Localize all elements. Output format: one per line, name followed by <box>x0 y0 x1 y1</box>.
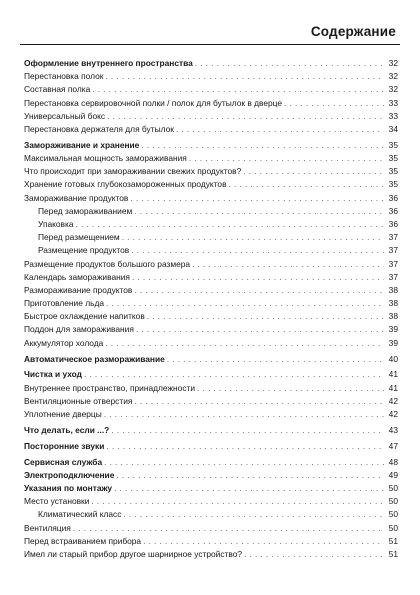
dot-leader <box>106 297 384 310</box>
toc-entry-page: 39 <box>388 324 398 335</box>
toc-entry-page: 38 <box>388 284 398 295</box>
dot-leader <box>131 244 384 257</box>
dot-leader <box>123 508 384 521</box>
toc-entry[interactable] <box>24 310 398 323</box>
toc-entry-title: Перед размещением <box>38 232 120 243</box>
toc-entry-page: 50 <box>388 522 398 533</box>
toc-entry-page: 50 <box>388 496 398 507</box>
dot-leader <box>192 258 384 271</box>
dot-leader <box>244 548 384 561</box>
dot-leader <box>147 310 384 323</box>
dot-leader <box>195 57 384 70</box>
dot-leader <box>84 368 384 381</box>
toc-entry-title: Максимальная мощность замораживания <box>24 153 187 163</box>
toc-entry[interactable] <box>24 508 398 521</box>
toc-entry-title: Составная полка <box>24 84 91 95</box>
dot-leader <box>134 395 384 408</box>
toc-entry-page: 39 <box>388 337 398 348</box>
toc-entry-page: 51 <box>388 535 398 546</box>
toc-entry[interactable] <box>24 231 398 244</box>
toc-entry-page: 51 <box>388 548 398 559</box>
toc-entry[interactable] <box>24 522 398 535</box>
toc-entry[interactable] <box>24 165 398 178</box>
toc-entry-title: Хранение готовых глубокозамороженных продуктов <box>24 179 227 190</box>
toc-entry-title: Размещение продуктов <box>38 245 130 256</box>
dot-leader <box>243 165 384 178</box>
toc-entry-page: 50 <box>388 482 398 493</box>
header-rule <box>20 44 400 45</box>
toc-entry-title: Размораживание продуктов <box>24 284 133 295</box>
dot-leader <box>189 152 384 165</box>
toc-entry-title: Климатический класс <box>38 509 122 520</box>
toc-entry-title: Перед замораживанием <box>38 205 133 216</box>
page-title: Содержание <box>310 24 396 39</box>
toc-entry[interactable] <box>24 83 398 96</box>
toc-entry-page: 43 <box>388 424 398 435</box>
toc-entry[interactable] <box>24 258 398 271</box>
toc-entry-title: Чистка и уход <box>24 369 82 380</box>
toc-entry[interactable] <box>24 495 398 508</box>
toc-entry-page: 50 <box>388 509 398 520</box>
toc-entry[interactable] <box>24 440 398 453</box>
toc-entry[interactable] <box>24 408 398 421</box>
toc-entry-title: Внутреннее пространство, принадлежности <box>24 382 196 393</box>
toc-entry-page: 40 <box>388 353 398 364</box>
toc-entry-title: Аккумулятор холода <box>24 337 104 348</box>
toc-entry[interactable] <box>24 218 398 231</box>
toc-entry-page: 37 <box>388 232 398 243</box>
toc-entry-page: 34 <box>388 123 398 134</box>
toc-entry-title: Быстрое охлаждение напитков <box>24 311 145 322</box>
toc-entry-title: Что делать, если ...? <box>24 424 110 435</box>
toc-entry[interactable] <box>24 395 398 408</box>
dot-leader <box>73 522 384 535</box>
toc-entry-title: Имел ли старый прибор другое шарнирное устройство? <box>24 548 243 559</box>
toc-entry-title: Приготовление льда <box>24 298 104 309</box>
toc-entry[interactable] <box>24 152 398 165</box>
toc-entry[interactable] <box>24 139 398 152</box>
toc-entry-title: Электроподключение <box>24 469 115 480</box>
toc-entry-title: Автоматическое размораживание <box>24 353 165 364</box>
toc-entry-page: 41 <box>388 382 398 393</box>
dot-leader <box>134 205 384 218</box>
dot-leader <box>167 353 384 366</box>
toc-entry[interactable] <box>24 123 398 136</box>
toc-entry[interactable] <box>24 368 398 381</box>
toc-entry-page: 37 <box>388 245 398 256</box>
dot-leader <box>105 70 384 83</box>
toc-entry-page: 36 <box>388 205 398 216</box>
toc-entry-title: Календарь замораживания <box>24 271 130 282</box>
dot-leader <box>197 382 384 395</box>
toc-entry-title: Универсальный бокс <box>24 110 106 121</box>
toc-entry-page: 38 <box>388 298 398 309</box>
dot-leader <box>116 469 384 482</box>
toc-entry[interactable] <box>24 469 398 482</box>
dot-leader <box>143 535 384 548</box>
toc-entry-page: 35 <box>388 179 398 190</box>
toc-entry[interactable] <box>24 548 398 561</box>
dot-leader <box>92 83 384 96</box>
toc-entry-page: 48 <box>388 456 398 467</box>
table-of-contents <box>24 57 398 561</box>
toc-entry-title: Замораживание и хранение <box>24 139 140 150</box>
toc-entry-title: Упаковка <box>38 218 74 229</box>
toc-entry[interactable] <box>24 57 398 70</box>
toc-entry-page: 41 <box>388 369 398 380</box>
toc-entry[interactable] <box>24 323 398 336</box>
dot-leader <box>104 456 384 469</box>
toc-entry-page: 47 <box>388 440 398 451</box>
toc-entry-page: 37 <box>388 258 398 269</box>
toc-entry-page: 49 <box>388 469 398 480</box>
toc-entry-page: 35 <box>388 153 398 163</box>
toc-entry[interactable] <box>24 70 398 83</box>
toc-entry[interactable] <box>24 337 398 350</box>
dot-leader <box>111 424 384 437</box>
toc-entry-page: 32 <box>388 84 398 95</box>
toc-entry[interactable] <box>24 271 398 284</box>
toc-entry-title: Перестановка сервировочной полки / полок для бутылок в дверце <box>24 97 283 108</box>
dot-leader <box>105 337 384 350</box>
toc-entry-title: Оформление внутреннего пространства <box>24 58 193 68</box>
dot-leader <box>229 178 384 191</box>
toc-entry-page: 33 <box>388 110 398 121</box>
dot-leader <box>114 482 384 495</box>
toc-entry-page: 37 <box>388 271 398 282</box>
toc-entry-title: Перестановка держателя для бутылок <box>24 123 174 134</box>
toc-entry-page: 42 <box>388 395 398 406</box>
toc-entry[interactable] <box>24 244 398 257</box>
dot-leader <box>130 192 384 205</box>
toc-entry-title: Сервисная служба <box>24 456 103 467</box>
toc-entry[interactable] <box>24 353 398 366</box>
toc-entry-page: 33 <box>388 97 398 108</box>
toc-entry[interactable] <box>24 178 398 191</box>
toc-entry-title: Вентиляция <box>24 522 71 533</box>
toc-entry-title: Поддон для замораживания <box>24 324 134 335</box>
toc-entry[interactable] <box>24 482 398 495</box>
dot-leader <box>141 139 384 152</box>
toc-entry-page: 32 <box>388 58 398 68</box>
toc-entry[interactable] <box>24 97 398 110</box>
toc-entry-page: 42 <box>388 408 398 419</box>
toc-entry[interactable] <box>24 110 398 123</box>
toc-entry-page: 35 <box>388 139 398 150</box>
toc-entry[interactable] <box>24 456 398 469</box>
toc-entry-title: Что происходит при замораживании свежих продуктов? <box>24 166 242 177</box>
toc-entry[interactable] <box>24 284 398 297</box>
toc-entry[interactable] <box>24 535 398 548</box>
toc-entry[interactable] <box>24 382 398 395</box>
toc-entry-title: Вентиляционные отверстия <box>24 395 133 406</box>
toc-entry[interactable] <box>24 192 398 205</box>
dot-leader <box>284 97 384 110</box>
toc-entry-title: Перестановка полок <box>24 71 104 82</box>
dot-leader <box>104 408 384 421</box>
dot-leader <box>107 110 384 123</box>
dot-leader <box>91 495 384 508</box>
toc-entry-title: Размещение продуктов большого размера <box>24 258 191 269</box>
toc-entry-title: Перед встраиванием прибора <box>24 535 142 546</box>
toc-entry-page: 36 <box>388 192 398 203</box>
toc-entry[interactable] <box>24 205 398 218</box>
dot-leader <box>122 231 384 244</box>
dot-leader <box>136 323 384 336</box>
toc-entry-title: Место установки <box>24 496 90 507</box>
dot-leader <box>176 123 384 136</box>
toc-entry-title: Посторонние звуки <box>24 440 105 451</box>
dot-leader <box>132 271 384 284</box>
toc-entry-page: 36 <box>388 218 398 229</box>
toc-entry[interactable] <box>24 297 398 310</box>
dot-leader <box>106 440 384 453</box>
toc-entry-page: 38 <box>388 311 398 322</box>
toc-entry-title: Замораживание продуктов <box>24 192 129 203</box>
toc-entry-title: Указания по монтажу <box>24 482 113 493</box>
toc-entry-title: Уплотнение дверцы <box>24 408 102 419</box>
toc-entry-page: 35 <box>388 166 398 177</box>
toc-entry[interactable] <box>24 424 398 437</box>
dot-leader <box>134 284 384 297</box>
dot-leader <box>76 218 384 231</box>
toc-entry-page: 32 <box>388 71 398 82</box>
